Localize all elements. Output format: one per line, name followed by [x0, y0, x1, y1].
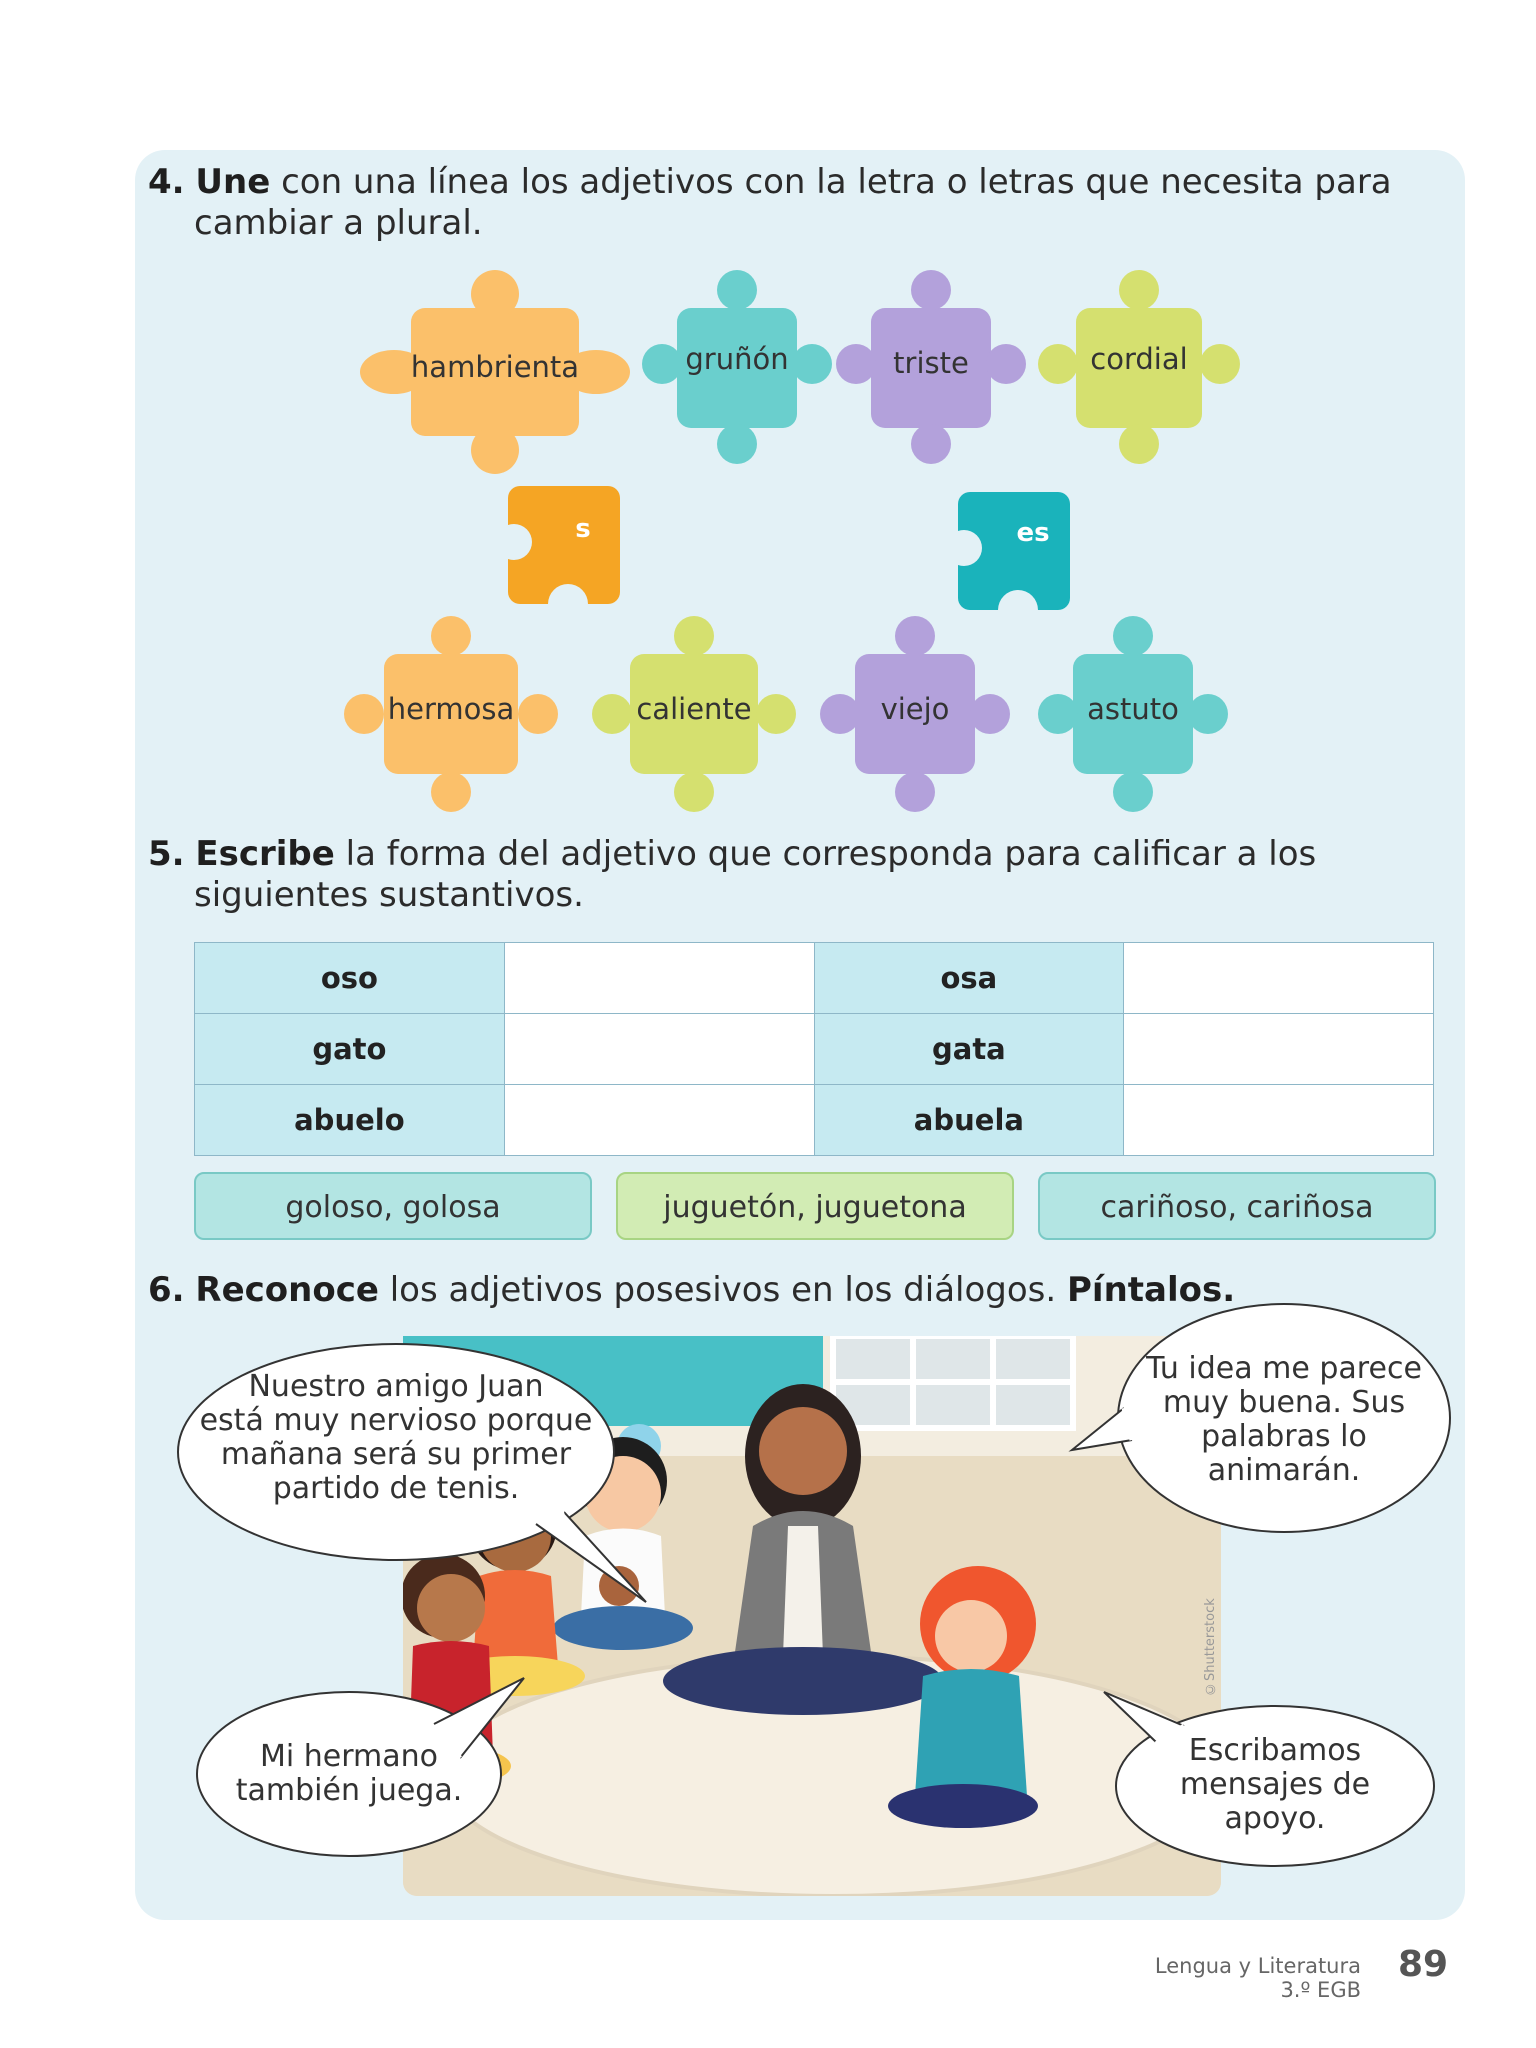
table-row — [195, 1014, 1434, 1085]
adjective-label: gruñón — [685, 342, 789, 376]
puzzle-piece-grunon[interactable] — [642, 268, 832, 466]
option-box-jugueton[interactable]: juguetón, juguetona — [616, 1172, 1014, 1240]
puzzle-piece-astuto[interactable] — [1038, 614, 1228, 814]
noun-cell: abuela — [814, 1085, 1124, 1156]
question-verb: Reconoce — [195, 1270, 379, 1310]
question-verb: Escribe — [195, 834, 335, 874]
suffix-label: es — [1016, 518, 1050, 548]
adjective-table — [194, 942, 1434, 1156]
speech-bubble-3 — [194, 1688, 504, 1860]
puzzle-piece-es[interactable] — [958, 492, 1070, 610]
image-credit: ©Shutterstock — [1203, 1598, 1218, 1696]
bubble-text: Escribamos mensajes de apoyo. — [1179, 1733, 1371, 1836]
option-box-goloso[interactable]: goloso, golosa — [194, 1172, 592, 1240]
question-number: 4. — [148, 162, 185, 202]
question-text: la forma del adjetivo que corresponda para calificar a los — [334, 834, 1317, 874]
puzzle-piece-s[interactable] — [508, 486, 620, 604]
option-box-carinoso[interactable]: cariñoso, cariñosa — [1038, 1172, 1436, 1240]
suffix-label: s — [575, 514, 591, 544]
adjective-label: cordial — [1090, 342, 1188, 376]
bubble-text: Tu idea me parece muy buena. Sus palabras lo animarán. — [1146, 1351, 1422, 1488]
noun-cell: gata — [814, 1014, 1124, 1085]
question-text-line2: cambiar a plural. — [194, 203, 483, 243]
footer-subject: Lengua y Literatura — [1154, 1954, 1361, 1978]
noun-cell: abuelo — [195, 1085, 505, 1156]
bubble-text: Mi hermano también juega. — [235, 1739, 463, 1808]
question-text: con una línea los adjetivos con la letra o letras que necesita para — [270, 162, 1392, 202]
question-text: los adjetivos posesivos en los diálogos. — [378, 1270, 1067, 1310]
puzzle-shape — [958, 492, 1070, 610]
noun-cell: oso — [195, 943, 505, 1014]
page-number: 89 — [1398, 1944, 1449, 1985]
question-verb-2: Píntalos. — [1067, 1270, 1236, 1310]
puzzle-piece-caliente[interactable] — [590, 614, 798, 814]
question-verb: Une — [195, 162, 271, 202]
question-4 — [148, 162, 1392, 244]
footer-grade: 3.º EGB — [1280, 1978, 1361, 2002]
question-number: 5. — [148, 834, 185, 874]
puzzle-piece-hermosa[interactable] — [342, 614, 560, 814]
speech-bubble-2 — [1112, 1300, 1452, 1540]
puzzle-piece-viejo[interactable] — [820, 614, 1010, 814]
question-5 — [148, 834, 1316, 916]
speech-bubble-4 — [1114, 1702, 1436, 1870]
adjective-label: caliente — [636, 692, 752, 726]
speech-bubble-1 — [176, 1340, 616, 1570]
question-text-line2: siguientes sustantivos. — [194, 875, 584, 915]
answer-cell[interactable] — [1124, 943, 1434, 1014]
adjective-label: viejo — [880, 692, 950, 726]
bubble-text: Nuestro amigo Juan está muy nervioso porque mañana será su primer partido de tenis. — [199, 1369, 593, 1506]
puzzle-piece-triste[interactable] — [836, 268, 1026, 466]
adjective-label: hermosa — [387, 692, 515, 726]
answer-cell[interactable] — [504, 1014, 814, 1085]
answer-cell[interactable] — [1124, 1014, 1434, 1085]
question-number: 6. — [148, 1270, 185, 1310]
table-row — [195, 1085, 1434, 1156]
table-row — [195, 943, 1434, 1014]
answer-cell[interactable] — [504, 943, 814, 1014]
noun-cell: gato — [195, 1014, 505, 1085]
question-6 — [148, 1270, 1235, 1311]
adjective-label: triste — [893, 346, 969, 380]
answer-cell[interactable] — [504, 1085, 814, 1156]
noun-cell: osa — [814, 943, 1124, 1014]
puzzle-shape — [508, 486, 620, 604]
puzzle-piece-cordial[interactable] — [1036, 268, 1242, 466]
adjective-label: hambrienta — [410, 350, 580, 384]
puzzle-piece-hambrienta[interactable] — [358, 268, 632, 476]
adjective-label: astuto — [1087, 692, 1179, 726]
answer-cell[interactable] — [1124, 1085, 1434, 1156]
